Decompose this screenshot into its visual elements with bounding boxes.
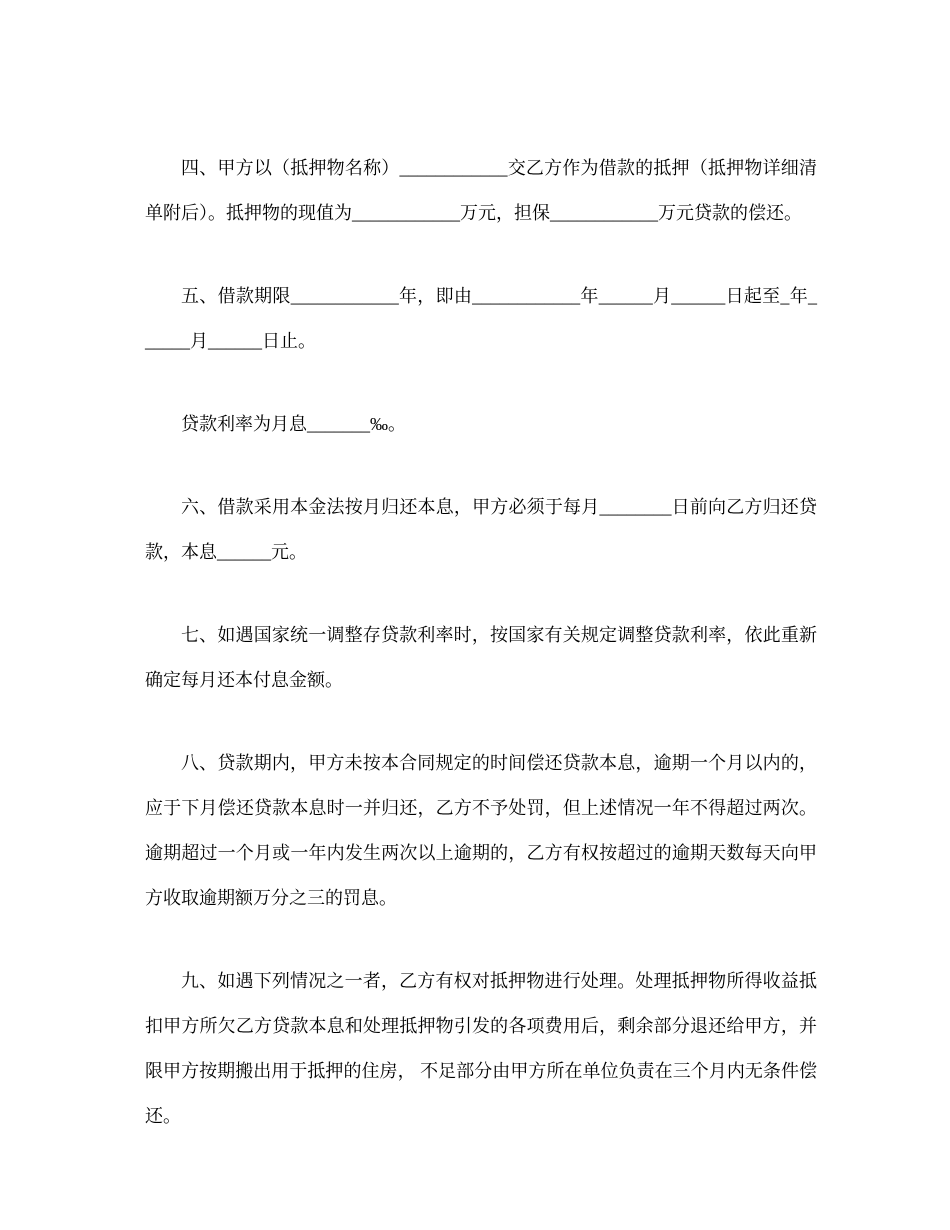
interest-rate-paragraph: 贷款利率为月息_______‰。 (181, 414, 406, 434)
clause-6-paragraph: 六、借款采用本金法按月归还本息，甲方必须于每月________日前向乙方归还贷款，本息______元。 (145, 497, 817, 562)
clause-8-paragraph: 八、贷款期内，甲方未按本合同规定的时间偿还贷款本息，逾期一个月以内的，应于下月偿还贷款本息时一并归还，乙方不予处罚，但上述情况一年不得超过两次。逾期超过一个月或一年内发生两次以上逾期的，乙方有权按超过的逾期天数每天向甲方收取逾期额万分之三的罚息。 (145, 753, 817, 908)
clause-7-paragraph: 七、如遇国家统一调整存贷款利率时，按国家有关规定调整贷款利率，依此重新确定每月还本付息金额。 (145, 625, 817, 690)
clause-9-paragraph: 九、如遇下列情况之一者，乙方有权对抵押物进行处理。处理抵押物所得收益抵扣甲方所欠乙方贷款本息和处理抵押物引发的各项费用后，剩余部分退还给甲方，并限甲方按期搬出用于抵押的住房， 不足部分由甲方所在单位负责在三个月内无条件偿还。 (145, 971, 817, 1126)
clause-5-paragraph: 五、借款期限____________年，即由____________年______月______日起至_年______月______日止。 (145, 286, 817, 351)
clause-4-paragraph: 四、甲方以（抵押物名称）____________交乙方作为借款的抵押（抵押物详细清单附后）。抵押物的现值为____________万元，担保____________万元贷款的偿还。 (145, 158, 817, 223)
